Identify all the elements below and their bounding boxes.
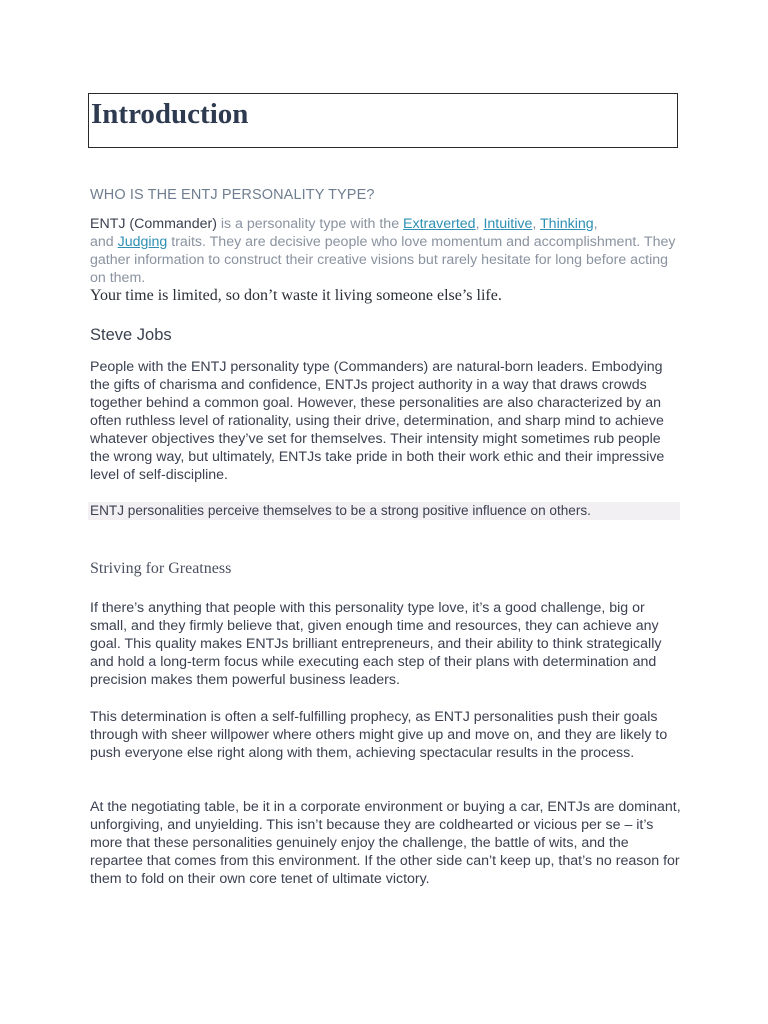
- quote-author: Steve Jobs: [90, 326, 172, 344]
- paragraph-1: People with the ENTJ personality type (Commanders) are natural-born leaders. Embodying the gifts of charisma and confidence, ENTJs project authority in a way that draws crowds together behind a common goal. However, these personalities are also characterized by an often ruthless level of rationality, using their drive, determination, and sharp mind to achieve whatever objectives they’ve set for themselves. Their intensity might sometimes rub people the wrong way, but ultimately, ENTJs take pride in both their work ethic and their impressive level of self-discipline.: [90, 359, 665, 483]
- title-box: [88, 93, 678, 148]
- intro-lead: is a personality type with the: [216, 216, 404, 232]
- paragraph-2: If there’s anything that people with this personality type love, it’s a good challenge, big or small, and they firmly believe that, given enough time and resources, they can achieve any goal. This quality makes ENTJs brilliant entrepreneurs, and their ability to think strategically and hold a long-term focus while executing each step of their plans with determination and precision makes them powerful business leaders.: [90, 600, 662, 688]
- separator: ,: [532, 216, 541, 232]
- intro-rest: traits. They are decisive people who love momentum and accomplishment. They gather information to construct their creative visions but rarely hesitate for long before acting on them.: [90, 234, 676, 286]
- paragraph-3: This determination is often a self-fulfilling prophecy, as ENTJ personalities push their goals through with sheer willpower where others might give up and move on, and they are likely to push everyone else right along with them, achieving spectacular results in the process.: [90, 709, 668, 761]
- link-judging[interactable]: Judging: [117, 234, 168, 250]
- section-heading: Striving for Greatness: [90, 560, 232, 577]
- paragraph-4: At the negotiating table, be it in a corporate environment or buying a car, ENTJs are dominant, unforgiving, and unyielding. This isn’t because they are coldhearted or vicious per se – it’s more that these personalities genuinely enjoy the challenge, the battle of wits, and the repartee that comes from this environment. If the other side can’t keep up, that’s no reason for them to fold on their own core tenet of ultimate victory.: [90, 799, 681, 887]
- separator: ,: [475, 216, 484, 232]
- and-word: and: [90, 234, 118, 250]
- quote-text: Your time is limited, so don’t waste it living someone else’s life.: [90, 287, 502, 304]
- link-extraverted[interactable]: Extraverted: [403, 216, 476, 232]
- page-title: Introduction: [91, 98, 249, 130]
- highlight-callout: ENTJ personalities perceive themselves to be a strong positive influence on others.: [88, 502, 680, 520]
- intro-paragraph: [90, 215, 682, 287]
- link-intuitive[interactable]: Intuitive: [483, 216, 533, 232]
- separator: ,: [593, 216, 598, 232]
- section-kicker: WHO IS THE ENTJ PERSONALITY TYPE?: [90, 187, 375, 203]
- type-name: ENTJ (Commander): [90, 216, 217, 232]
- link-thinking[interactable]: Thinking: [540, 216, 594, 232]
